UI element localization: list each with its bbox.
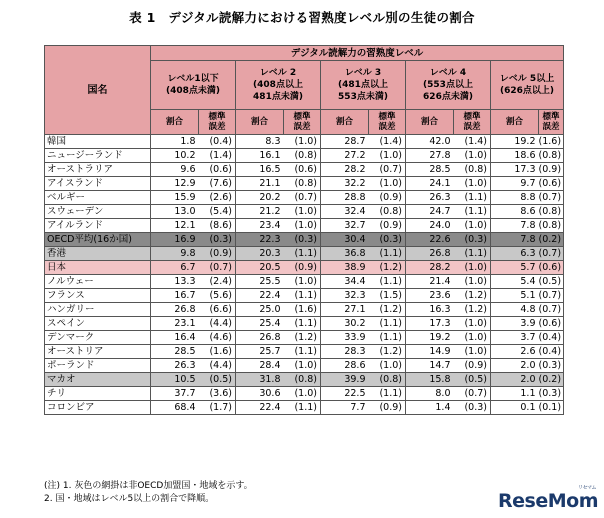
ratio-cell: 17.3 <box>406 317 454 331</box>
se-cell: (0.3) <box>199 233 236 247</box>
country-name: フランス <box>45 289 151 303</box>
se-cell: (0.9) <box>369 191 406 205</box>
ratio-cell: 12.9 <box>151 177 199 191</box>
ratio-cell: 37.7 <box>151 387 199 401</box>
ratio-cell: 3.9 <box>491 317 539 331</box>
se-cell: (1.4) <box>454 135 491 149</box>
ratio-cell: 23.6 <box>406 289 454 303</box>
table-row <box>45 401 564 415</box>
ratio-cell: 27.2 <box>321 149 369 163</box>
ratio-cell: 2.0 <box>491 373 539 387</box>
se-cell: (0.7) <box>369 163 406 177</box>
ratio-cell: 22.4 <box>236 289 284 303</box>
se-cell: (1.1) <box>369 247 406 261</box>
table-row <box>45 303 564 317</box>
level-header-label: レベル 3 <box>344 68 382 78</box>
ratio-cell: 23.1 <box>151 317 199 331</box>
se-cell: (1.1) <box>284 317 321 331</box>
footnote-2: 2. 国・地域はレベル5以上の割合で降順。 <box>44 494 215 504</box>
ratio-cell: 42.0 <box>406 135 454 149</box>
level-header-range1: (408点未満) <box>165 86 220 96</box>
level-header-range2: 626点未満) <box>423 92 473 102</box>
se-cell: (1.0) <box>454 331 491 345</box>
se-cell: (1.0) <box>454 261 491 275</box>
ratio-cell: 28.4 <box>236 359 284 373</box>
se-cell: (0.4) <box>199 135 236 149</box>
table-row <box>45 233 564 247</box>
ratio-cell: 32.3 <box>321 289 369 303</box>
se-header-line: 標準 <box>293 112 311 122</box>
table-row <box>45 359 564 373</box>
level-header-range1: (408点以上 <box>253 80 303 90</box>
country-name: OECD平均(16か国) <box>45 233 151 247</box>
ratio-cell: 2.6 <box>491 345 539 359</box>
ratio-cell: 10.2 <box>151 149 199 163</box>
ratio-cell: 13.0 <box>151 205 199 219</box>
ratio-cell: 32.4 <box>321 205 369 219</box>
ratio-cell: 24.1 <box>406 177 454 191</box>
ratio-cell: 8.8 <box>491 191 539 205</box>
country-name: ノルウェー <box>45 275 151 289</box>
se-cell: (1.1) <box>369 317 406 331</box>
ratio-cell: 10.5 <box>151 373 199 387</box>
level-header-range2: 481点未満) <box>253 92 303 102</box>
se-cell: (1.7) <box>199 401 236 415</box>
se-header-line: 誤差 <box>208 122 226 132</box>
table-row <box>45 331 564 345</box>
ratio-cell: 5.1 <box>491 289 539 303</box>
level-header-label: レベル1以下 <box>167 74 219 84</box>
se-header <box>199 110 236 135</box>
group-header: デジタル読解力の習熟度レベル <box>151 46 564 61</box>
ratio-cell: 16.3 <box>406 303 454 317</box>
se-cell: (0.6) <box>539 177 564 191</box>
se-cell: (1.1) <box>284 401 321 415</box>
se-cell: (1.2) <box>454 289 491 303</box>
ratio-cell: 16.5 <box>236 163 284 177</box>
se-cell: (0.8) <box>369 205 406 219</box>
se-cell: (0.5) <box>199 373 236 387</box>
se-cell: (1.4) <box>199 149 236 163</box>
ratio-cell: 8.6 <box>491 205 539 219</box>
ratio-cell: 4.8 <box>491 303 539 317</box>
se-cell: (1.0) <box>454 149 491 163</box>
se-cell: (0.3) <box>539 359 564 373</box>
ratio-cell: 17.3 <box>491 163 539 177</box>
ratio-cell: 16.1 <box>236 149 284 163</box>
table-row <box>45 387 564 401</box>
level-header-5 <box>491 61 564 110</box>
se-header-line: 標準 <box>378 112 396 122</box>
ratio-header: 割合 <box>406 110 454 135</box>
se-cell: (1.1) <box>454 191 491 205</box>
table-row <box>45 317 564 331</box>
se-header <box>369 110 406 135</box>
country-name: 韓国 <box>45 135 151 149</box>
level-header-label: レベル 4 <box>429 68 467 78</box>
se-cell: (0.3) <box>284 233 321 247</box>
level-header-3 <box>321 61 406 110</box>
se-header-line: 誤差 <box>463 122 481 132</box>
se-cell: (0.2) <box>539 373 564 387</box>
table-row <box>45 177 564 191</box>
level-header-range2: 553点未満) <box>338 92 388 102</box>
se-cell: (2.4) <box>199 275 236 289</box>
table-row <box>45 275 564 289</box>
ratio-cell: 5.4 <box>491 275 539 289</box>
ratio-header: 割合 <box>321 110 369 135</box>
ratio-cell: 22.5 <box>321 387 369 401</box>
ratio-cell: 13.3 <box>151 275 199 289</box>
ratio-cell: 28.2 <box>321 163 369 177</box>
se-cell: (1.1) <box>369 275 406 289</box>
ratio-cell: 16.4 <box>151 331 199 345</box>
ratio-cell: 7.7 <box>321 401 369 415</box>
se-cell: (1.6) <box>539 135 564 149</box>
se-cell: (1.0) <box>369 359 406 373</box>
table-row <box>45 373 564 387</box>
se-cell: (1.0) <box>454 345 491 359</box>
ratio-cell: 28.3 <box>321 345 369 359</box>
se-header <box>454 110 491 135</box>
ratio-cell: 26.8 <box>236 331 284 345</box>
se-header <box>539 110 564 135</box>
country-name: ハンガリー <box>45 303 151 317</box>
se-cell: (0.8) <box>454 163 491 177</box>
ratio-cell: 30.4 <box>321 233 369 247</box>
se-header-line: 誤差 <box>293 122 311 132</box>
level-header-range1: (553点以上 <box>423 80 473 90</box>
se-cell: (0.7) <box>539 289 564 303</box>
se-cell: (1.0) <box>369 177 406 191</box>
ratio-cell: 22.4 <box>236 401 284 415</box>
se-cell: (1.1) <box>454 205 491 219</box>
se-cell: (0.9) <box>199 247 236 261</box>
ratio-cell: 1.8 <box>151 135 199 149</box>
ratio-cell: 1.4 <box>406 401 454 415</box>
ratio-cell: 26.3 <box>151 359 199 373</box>
se-cell: (1.1) <box>284 289 321 303</box>
ratio-cell: 21.2 <box>236 205 284 219</box>
ratio-cell: 25.5 <box>236 275 284 289</box>
ratio-cell: 6.7 <box>151 261 199 275</box>
se-cell: (0.6) <box>539 261 564 275</box>
ratio-cell: 30.2 <box>321 317 369 331</box>
ratio-cell: 32.7 <box>321 219 369 233</box>
ratio-cell: 28.5 <box>406 163 454 177</box>
se-cell: (1.0) <box>284 387 321 401</box>
se-header-line: 標準 <box>463 112 481 122</box>
se-cell: (1.2) <box>369 345 406 359</box>
country-name: スペイン <box>45 317 151 331</box>
table-row <box>45 149 564 163</box>
se-cell: (1.0) <box>454 219 491 233</box>
country-name: デンマーク <box>45 331 151 345</box>
ratio-cell: 16.7 <box>151 289 199 303</box>
ratio-cell: 6.3 <box>491 247 539 261</box>
ratio-cell: 8.0 <box>406 387 454 401</box>
ratio-cell: 19.2 <box>491 135 539 149</box>
se-header-line: 標準 <box>542 112 560 122</box>
se-cell: (2.6) <box>199 191 236 205</box>
ratio-cell: 7.8 <box>491 219 539 233</box>
ratio-cell: 23.4 <box>236 219 284 233</box>
se-cell: (0.3) <box>369 233 406 247</box>
level-header-range1: (481点以上 <box>338 80 388 90</box>
se-cell: (0.4) <box>539 345 564 359</box>
ratio-cell: 1.1 <box>491 387 539 401</box>
ratio-cell: 19.2 <box>406 331 454 345</box>
ratio-cell: 32.2 <box>321 177 369 191</box>
ratio-cell: 9.7 <box>491 177 539 191</box>
table-row <box>45 191 564 205</box>
ratio-header: 割合 <box>491 110 539 135</box>
se-cell: (0.9) <box>284 261 321 275</box>
se-cell: (1.6) <box>284 303 321 317</box>
se-cell: (1.1) <box>284 247 321 261</box>
se-cell: (4.6) <box>199 331 236 345</box>
logo-text: ReseMom <box>498 490 598 512</box>
ratio-cell: 24.0 <box>406 219 454 233</box>
country-name: ポーランド <box>45 359 151 373</box>
se-cell: (0.8) <box>539 149 564 163</box>
table-row <box>45 247 564 261</box>
se-cell: (0.7) <box>284 191 321 205</box>
se-cell: (0.8) <box>284 177 321 191</box>
country-name: 香港 <box>45 247 151 261</box>
se-cell: (1.0) <box>454 275 491 289</box>
se-cell: (1.2) <box>454 303 491 317</box>
ratio-cell: 16.9 <box>151 233 199 247</box>
ratio-cell: 3.7 <box>491 331 539 345</box>
ratio-cell: 9.6 <box>151 163 199 177</box>
country-name: オーストリア <box>45 345 151 359</box>
se-cell: (0.7) <box>454 387 491 401</box>
ratio-cell: 15.9 <box>151 191 199 205</box>
table-row <box>45 163 564 177</box>
ratio-cell: 34.4 <box>321 275 369 289</box>
ratio-cell: 20.3 <box>236 247 284 261</box>
se-cell: (1.1) <box>369 387 406 401</box>
ratio-cell: 20.5 <box>236 261 284 275</box>
ratio-cell: 0.1 <box>491 401 539 415</box>
table-row <box>45 135 564 149</box>
se-cell: (0.3) <box>454 401 491 415</box>
se-cell: (0.1) <box>539 401 564 415</box>
table-body <box>45 135 564 415</box>
se-cell: (0.2) <box>539 233 564 247</box>
se-cell: (0.6) <box>199 163 236 177</box>
ratio-cell: 25.7 <box>236 345 284 359</box>
level-header-label: レベル 2 <box>259 68 297 78</box>
footnote-1: (注) 1. 灰色の網掛は非OECD加盟国・地域を示す。 <box>44 481 253 491</box>
resemom-logo <box>498 485 598 512</box>
se-cell: (0.8) <box>369 373 406 387</box>
ratio-header: 割合 <box>236 110 284 135</box>
level-header-2 <box>236 61 321 110</box>
ratio-cell: 68.4 <box>151 401 199 415</box>
se-cell: (1.6) <box>199 345 236 359</box>
se-cell: (1.0) <box>454 317 491 331</box>
country-header: 国名 <box>45 46 151 135</box>
table-row <box>45 289 564 303</box>
se-header-line: 標準 <box>208 112 226 122</box>
se-cell: (4.4) <box>199 317 236 331</box>
ratio-cell: 26.8 <box>151 303 199 317</box>
se-cell: (1.1) <box>284 345 321 359</box>
se-cell: (1.0) <box>369 149 406 163</box>
ratio-cell: 22.6 <box>406 233 454 247</box>
ratio-cell: 26.3 <box>406 191 454 205</box>
ratio-cell: 7.8 <box>491 233 539 247</box>
se-cell: (1.2) <box>369 261 406 275</box>
ratio-cell: 21.1 <box>236 177 284 191</box>
se-cell: (0.3) <box>539 387 564 401</box>
se-header-line: 誤差 <box>542 122 560 132</box>
country-name: オーストラリア <box>45 163 151 177</box>
se-cell: (5.6) <box>199 289 236 303</box>
ratio-cell: 28.7 <box>321 135 369 149</box>
se-header-line: 誤差 <box>378 122 396 132</box>
se-cell: (1.0) <box>284 359 321 373</box>
se-cell: (1.4) <box>369 135 406 149</box>
ratio-cell: 27.1 <box>321 303 369 317</box>
ratio-cell: 5.7 <box>491 261 539 275</box>
country-name: 日本 <box>45 261 151 275</box>
se-cell: (0.3) <box>454 233 491 247</box>
ratio-cell: 14.9 <box>406 345 454 359</box>
ratio-cell: 27.8 <box>406 149 454 163</box>
ratio-cell: 24.7 <box>406 205 454 219</box>
se-cell: (1.0) <box>454 177 491 191</box>
ratio-cell: 38.9 <box>321 261 369 275</box>
se-cell: (6.6) <box>199 303 236 317</box>
ratio-cell: 31.8 <box>236 373 284 387</box>
se-cell: (0.8) <box>284 373 321 387</box>
se-cell: (1.1) <box>369 331 406 345</box>
se-cell: (0.7) <box>539 303 564 317</box>
country-name: スウェーデン <box>45 205 151 219</box>
ratio-cell: 12.1 <box>151 219 199 233</box>
level-header-label: レベル 5以上 <box>499 74 555 84</box>
se-cell: (0.9) <box>539 163 564 177</box>
ratio-cell: 28.8 <box>321 191 369 205</box>
country-name: ベルギー <box>45 191 151 205</box>
ratio-cell: 22.3 <box>236 233 284 247</box>
se-cell: (0.5) <box>454 373 491 387</box>
table-row <box>45 219 564 233</box>
table-row <box>45 261 564 275</box>
se-cell: (5.4) <box>199 205 236 219</box>
ratio-cell: 28.2 <box>406 261 454 275</box>
se-cell: (0.8) <box>539 219 564 233</box>
level-header-4 <box>406 61 491 110</box>
proficiency-table <box>44 45 564 415</box>
se-cell: (0.8) <box>539 205 564 219</box>
se-cell: (1.0) <box>284 275 321 289</box>
country-name: チリ <box>45 387 151 401</box>
se-cell: (7.6) <box>199 177 236 191</box>
ratio-cell: 15.8 <box>406 373 454 387</box>
country-name: マカオ <box>45 373 151 387</box>
level-header-1 <box>151 61 236 110</box>
ratio-cell: 30.6 <box>236 387 284 401</box>
se-cell: (1.0) <box>284 135 321 149</box>
ratio-cell: 33.9 <box>321 331 369 345</box>
se-cell: (1.0) <box>284 205 321 219</box>
se-header <box>284 110 321 135</box>
ratio-cell: 14.7 <box>406 359 454 373</box>
se-cell: (0.9) <box>369 219 406 233</box>
se-cell: (4.4) <box>199 359 236 373</box>
se-cell: (1.2) <box>369 303 406 317</box>
ratio-cell: 25.0 <box>236 303 284 317</box>
se-cell: (8.6) <box>199 219 236 233</box>
se-cell: (0.9) <box>369 401 406 415</box>
level-header-range1: (626点以上) <box>499 86 554 96</box>
table-title: 表 1 デジタル読解力における習熟度レベル別の生徒の割合 <box>129 10 475 25</box>
se-cell: (0.7) <box>539 247 564 261</box>
se-cell: (1.2) <box>284 331 321 345</box>
se-cell: (0.8) <box>284 149 321 163</box>
ratio-cell: 9.8 <box>151 247 199 261</box>
table-row <box>45 345 564 359</box>
ratio-cell: 8.3 <box>236 135 284 149</box>
se-cell: (1.5) <box>369 289 406 303</box>
ratio-cell: 36.8 <box>321 247 369 261</box>
ratio-cell: 39.9 <box>321 373 369 387</box>
se-cell: (0.4) <box>539 331 564 345</box>
logo-sub: リセマム <box>578 485 596 491</box>
ratio-cell: 28.5 <box>151 345 199 359</box>
ratio-cell: 26.8 <box>406 247 454 261</box>
se-cell: (0.7) <box>199 261 236 275</box>
se-cell: (0.9) <box>454 359 491 373</box>
country-name: アイスランド <box>45 177 151 191</box>
ratio-cell: 2.0 <box>491 359 539 373</box>
country-name: ニュージーランド <box>45 149 151 163</box>
se-cell: (0.7) <box>539 191 564 205</box>
se-cell: (0.5) <box>539 275 564 289</box>
ratio-header: 割合 <box>151 110 199 135</box>
se-cell: (3.6) <box>199 387 236 401</box>
se-cell: (0.6) <box>539 317 564 331</box>
ratio-cell: 18.6 <box>491 149 539 163</box>
footnotes <box>44 480 253 506</box>
country-name: アイルランド <box>45 219 151 233</box>
se-cell: (1.1) <box>454 247 491 261</box>
table-row <box>45 205 564 219</box>
ratio-cell: 20.2 <box>236 191 284 205</box>
country-name: コロンビア <box>45 401 151 415</box>
ratio-cell: 28.6 <box>321 359 369 373</box>
ratio-cell: 21.4 <box>406 275 454 289</box>
se-cell: (1.0) <box>284 219 321 233</box>
ratio-cell: 25.4 <box>236 317 284 331</box>
se-cell: (0.6) <box>284 163 321 177</box>
